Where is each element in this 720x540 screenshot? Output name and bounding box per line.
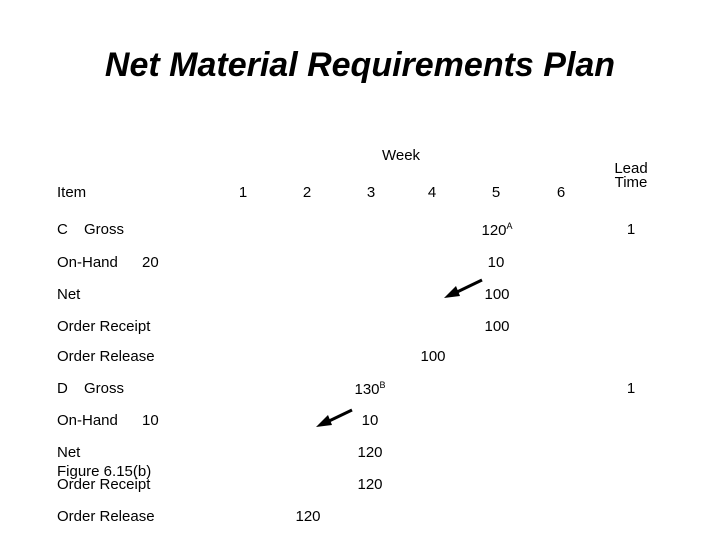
item-c-onhand-label: On-Hand <box>57 254 118 271</box>
item-d-gross-number: 130 <box>354 381 380 398</box>
lead-time-header-line1: Lead <box>614 160 648 177</box>
item-c-gross-label: Gross <box>84 221 125 238</box>
item-c-gross-footnote: A <box>506 221 513 231</box>
item-c-name: C <box>57 221 68 238</box>
item-c-release-label: Order Release <box>57 348 155 365</box>
week-4-header: 4 <box>427 184 437 201</box>
arrow-icon-d <box>316 410 352 427</box>
item-d-net-label: Net <box>57 444 81 461</box>
item-d-name: D <box>57 380 68 397</box>
figure-caption: Figure 6.15(b) <box>57 463 152 480</box>
item-d-gross-footnote: B <box>379 380 386 390</box>
item-c-net-value: 100 <box>484 286 510 303</box>
item-header: Item <box>57 184 87 201</box>
item-c-gross-number: 120 <box>481 222 507 239</box>
item-d-net-value: 120 <box>357 444 383 461</box>
item-d-receipt-value: 120 <box>357 476 383 493</box>
lead-time-header-line2: Time <box>614 174 648 191</box>
item-c-onhand-qty: 20 <box>142 254 159 271</box>
week-5-header: 5 <box>491 184 501 201</box>
item-c-lead-time: 1 <box>626 221 636 238</box>
item-d-onhand-label: On-Hand <box>57 412 118 429</box>
item-d-receipt-label: Order Receipt <box>57 476 151 493</box>
week-1-header: 1 <box>238 184 248 201</box>
week-2-header: 2 <box>302 184 312 201</box>
item-c-receipt-value: 100 <box>484 318 510 335</box>
week-3-header: 3 <box>366 184 376 201</box>
item-d-lead-time: 1 <box>626 380 636 397</box>
page-title: Net Material Requirements Plan <box>104 46 616 84</box>
item-c-net-label: Net <box>57 286 81 303</box>
item-d-onhand-qty: 10 <box>142 412 159 429</box>
week-6-header: 6 <box>556 184 566 201</box>
item-d-release-value: 120 <box>295 508 321 525</box>
week-header: Week <box>381 147 421 164</box>
item-c-release-value: 100 <box>420 348 446 365</box>
arrow-icon-c <box>444 280 482 298</box>
item-d-gross-label: Gross <box>84 380 125 397</box>
item-c-onhand-value: 10 <box>487 254 505 271</box>
item-c-receipt-label: Order Receipt <box>57 318 151 335</box>
item-d-release-label: Order Release <box>57 508 155 525</box>
item-d-onhand-value: 10 <box>361 412 379 429</box>
